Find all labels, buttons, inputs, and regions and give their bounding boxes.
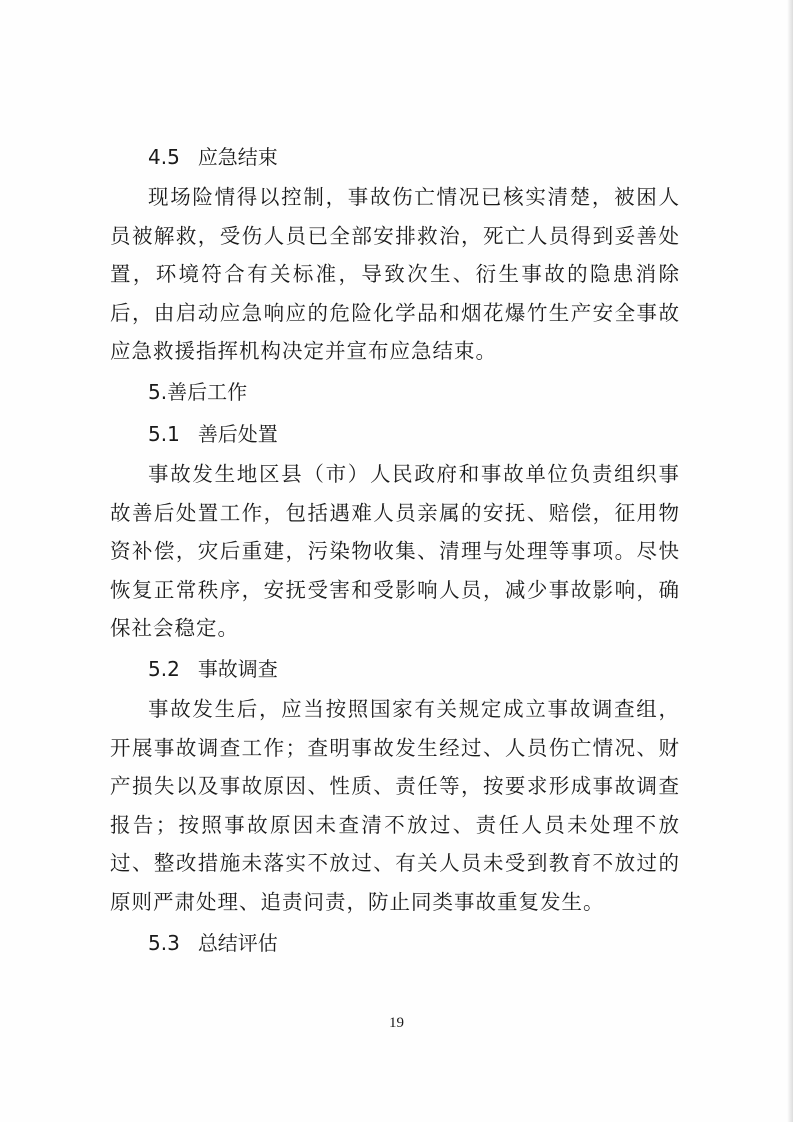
- section-number: 5.1: [148, 421, 180, 446]
- section-5-2-paragraph: 事故发生后，应当按照国家有关规定成立事故调查组，开展事故调查工作；查明事故发生经过、人员伤亡情况、财产损失以及事故原因、性质、责任等，按要求形成事故调查报告；按照事故原因未查清不放过、责任人员未处理不放过、整改措施未落实不放过、有关人员未受到教育不放过的原则严肃处理、追责问责，防止同类事故重复发生。: [110, 696, 680, 914]
- section-5-1-paragraph: 事故发生地区县（市）人民政府和事故单位负责组织事故善后处置工作，包括遇难人员亲属的安抚、赔偿，征用物资补偿，灾后重建，污染物收集、清理与处理等事项。尽快恢复正常秩序，安抚受害和受影响人员，减少事故影响，确保社会稳定。: [110, 461, 680, 641]
- document-body: [110, 136, 680, 964]
- section-5-1-heading: [110, 413, 680, 455]
- section-number: 4.5: [148, 145, 180, 169]
- section-title: 应急结束: [197, 145, 278, 169]
- section-number: 5.2: [148, 656, 180, 681]
- section-title: 事故调查: [197, 656, 278, 681]
- section-4-5-paragraph: 现场险情得以控制，事故伤亡情况已核实清楚，被困人员被解救，受伤人员已全部安排救治，死亡人员得到妥善处置，环境符合有关标准，导致次生、衍生事故的隐患消除后，由启动应急响应的危险化学品和烟花爆竹生产安全事故应急救援指挥机构决定并宣布应急结束。: [110, 185, 680, 364]
- section-title: 善后处置: [197, 421, 278, 446]
- chapter-5-heading: 5.善后工作: [148, 379, 248, 404]
- page-number: 19: [389, 1015, 404, 1031]
- section-4-5-heading: [110, 136, 680, 178]
- section-title: 总结评估: [197, 930, 278, 955]
- section-number: 5.3: [148, 930, 180, 955]
- section-5-3-heading: [110, 922, 680, 964]
- scan-edge-shadow: [787, 0, 793, 1122]
- section-5-2-heading: [110, 648, 680, 690]
